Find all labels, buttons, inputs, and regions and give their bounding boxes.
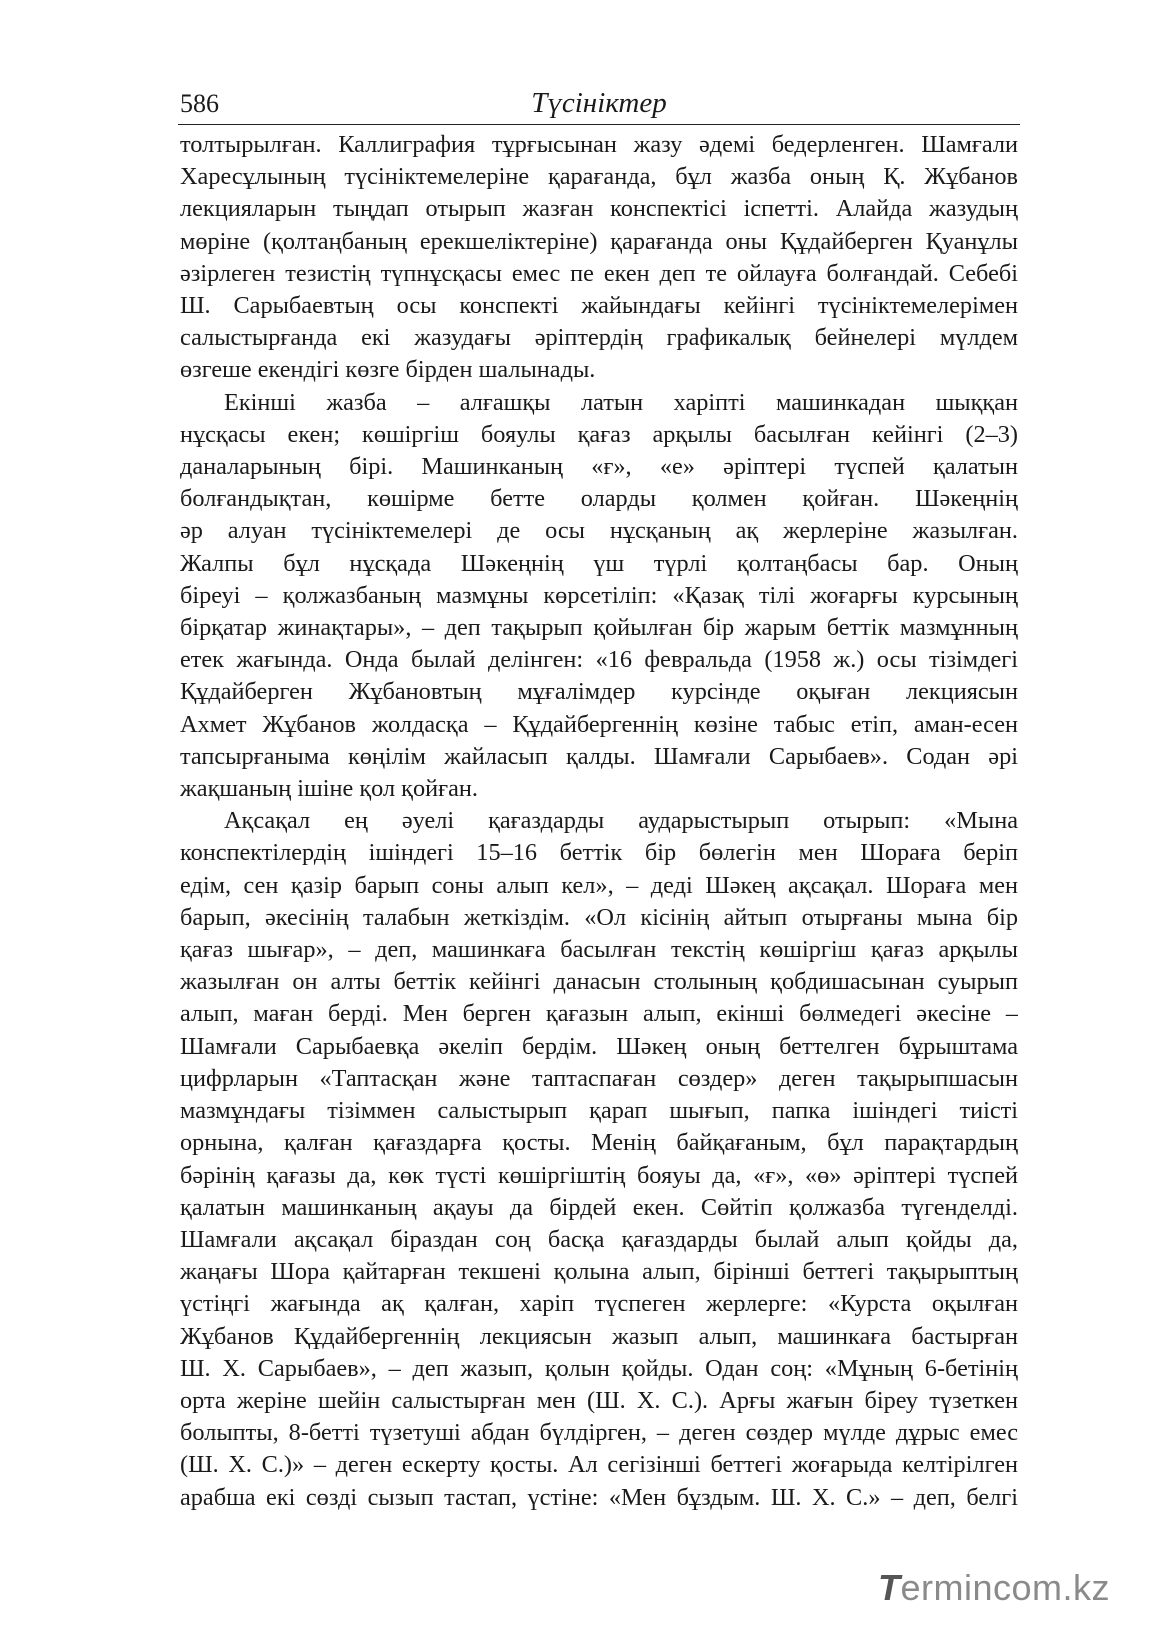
text-line: мазмұндағы тізіммен салыстырып қарап шығып, папка ішіндегі тиісті	[180, 1097, 1018, 1125]
text-line: цифрларын «Таптасқан және таптаспаған сөздер» деген тақырыпшасын	[180, 1064, 1018, 1092]
text-line: жақшаның ішіне қол қойған.	[180, 775, 478, 803]
text-line: Харесұлының түсініктемелеріне қарағанда, бұл жазба оның Қ. Жұбанов	[180, 163, 1018, 191]
text-line: біреуі – қолжазбаның мазмұны көрсетіліп: «Қазақ тілі жоғарғы курсының	[180, 581, 1018, 609]
text-line: Шамғали Сарыбаевқа әкеліп бердім. Шәкең оның беттелген бұрыштама	[180, 1032, 1018, 1060]
text-line: тапсырғаныма көңілім жайласып қалды. Шамғали Сарыбаев». Содан әрі	[180, 742, 1018, 770]
text-line: Екінші жазба – алғашқы латын харіпті машинкадан шыққан	[224, 388, 1018, 416]
text-line: лекцияларын тыңдап отырып жазған конспектісі іспетті. Алайда жазудың	[180, 195, 1018, 223]
text-line: бірқатар жинақтары», – деп тақырып қойылған бір жарым беттік мазмұнның	[180, 614, 1018, 642]
text-line: (Ш. Х. С.)» – деген ескерту қосты. Ал сегізінші беттегі жоғарыда келтірілген	[180, 1451, 1018, 1479]
text-line: жаңағы Шора қайтарған текшені қолына алып, бірінші беттегі тақырыптың	[180, 1258, 1018, 1286]
paragraph	[180, 387, 1018, 806]
text-line: салыстырғанда екі жазудағы әріптердің графикалық бейнелері мүлдем	[180, 324, 1018, 352]
watermark-text: ermincom.kz	[900, 1567, 1110, 1608]
watermark	[878, 1567, 1110, 1609]
page-number: 586	[180, 89, 219, 118]
text-line: қалатын машинканың ақауы да бірдей екен. Сөйтіп қолжазба түгенделді.	[180, 1193, 1018, 1221]
text-line: Ш. Х. Сарыбаев», – деп жазып, қолын қойды. Одан соң: «Мұның 6-бетінің	[180, 1354, 1018, 1382]
text-line: барып, әкесінің талабын жеткіздім. «Ол кісінің айтып отырғаны мына бір	[180, 903, 1018, 931]
text-line: жазылған он алты беттік кейінгі данасын столының қобдишасынан суырып	[180, 968, 1018, 996]
text-line: даналарының бірі. Машинканың «ғ», «е» әріптері түспей қалатын	[180, 453, 1018, 481]
watermark-logo-letter: T	[877, 1567, 901, 1608]
text-line: өзгеше екендігі көзге бірден шалынады.	[180, 356, 596, 384]
text-line: толтырылған. Каллиграфия тұрғысынан жазу әдемі бедерленген. Шамғали	[180, 131, 1018, 158]
text-line: орнына, қалған қағаздарға қосты. Менің байқағаным, бұл парақтардың	[180, 1129, 1018, 1157]
text-line: қағаз шығар», – деп, машинкаға басылған текстің көшіргіш қағаз арқылы	[180, 936, 1018, 964]
text-line: орта жеріне шейін салыстырған мен (Ш. Х. С.). Арғы жағын біреу түзеткен	[180, 1386, 1018, 1414]
text-line: Жалпы бұл нұсқада Шәкеңнің үш түрлі қолтаңбасы бар. Оның	[180, 549, 1018, 577]
body-text	[180, 129, 1018, 1514]
text-line: болғандықтан, көшірме бетте оларды қолмен қойған. Шәкеңнің	[180, 485, 1018, 513]
paragraph	[180, 805, 1018, 1513]
text-line: Жұбанов Құдайбергеннің лекциясын жазып алып, машинкаға бастырған	[180, 1322, 1018, 1350]
text-line: алып, маған берді. Мен берген қағазын алып, екінші бөлмедегі әкесіне –	[180, 1000, 1018, 1028]
text-line: Ақсақал ең әуелі қағаздарды аударыстырып отырып: «Мына	[224, 807, 1018, 835]
text-line: бәрінің қағазы да, көк түсті көшіргіштің бояуы да, «ғ», «ө» әріптері түспей	[180, 1161, 1018, 1189]
text-line: едім, сен қазір барып соны алып кел», – деді Шәкең ақсақал. Шораға мен	[180, 871, 1018, 899]
text-line: Ш. Сарыбаевтың осы конспекті жайындағы кейінгі түсініктемелерімен	[180, 292, 1018, 320]
text-line: Шамғали ақсақал біраздан соң басқа қағаздарды былай алып қойды да,	[180, 1225, 1018, 1253]
text-line: болыпты, 8-бетті түзетуші абдан бүлдірген, – деген сөздер мүлде дұрыс емес	[180, 1419, 1018, 1447]
text-line: әзірлеген тезистің түпнұсқасы емес пе екен деп те ойлауға болғандай. Себебі	[180, 259, 1018, 287]
text-line: әр алуан түсініктемелері де осы нұсқаның ақ жерлеріне жазылған.	[180, 517, 1018, 545]
text-line: Ахмет Жұбанов жолдасқа – Құдайбергеннің көзіне табыс етіп, аман-есен	[180, 710, 1018, 738]
text-line: үстіңгі жағында ақ қалған, харіп түспеген жерлерге: «Курста оқылған	[180, 1290, 1018, 1318]
paragraph	[180, 129, 1018, 387]
text-line: Құдайберген Жұбановтың мұғалімдер курсінде оқыған лекциясын	[180, 678, 1018, 706]
text-line: нұсқасы екен; көшіргіш бояулы қағаз арқылы басылған кейінгі (2–3)	[180, 420, 1018, 448]
page-header	[178, 82, 1020, 125]
text-line: мөріне (қолтаңбаның ерекшеліктеріне) қарағанда оны Құдайберген Қуанұлы	[180, 227, 1018, 255]
running-title: Түсініктер	[531, 87, 667, 119]
text-line: арабша екі сөзді сызып тастап, үстіне: «Мен бұздым. Ш. Х. С.» – деп, белгі	[180, 1483, 1018, 1511]
text-line: конспектілердің ішіндегі 15–16 беттік бір бөлегін мен Шораға беріп	[180, 839, 1018, 867]
text-line: етек жағында. Онда былай делінген: «16 февральда (1958 ж.) осы тізімдегі	[180, 646, 1018, 674]
